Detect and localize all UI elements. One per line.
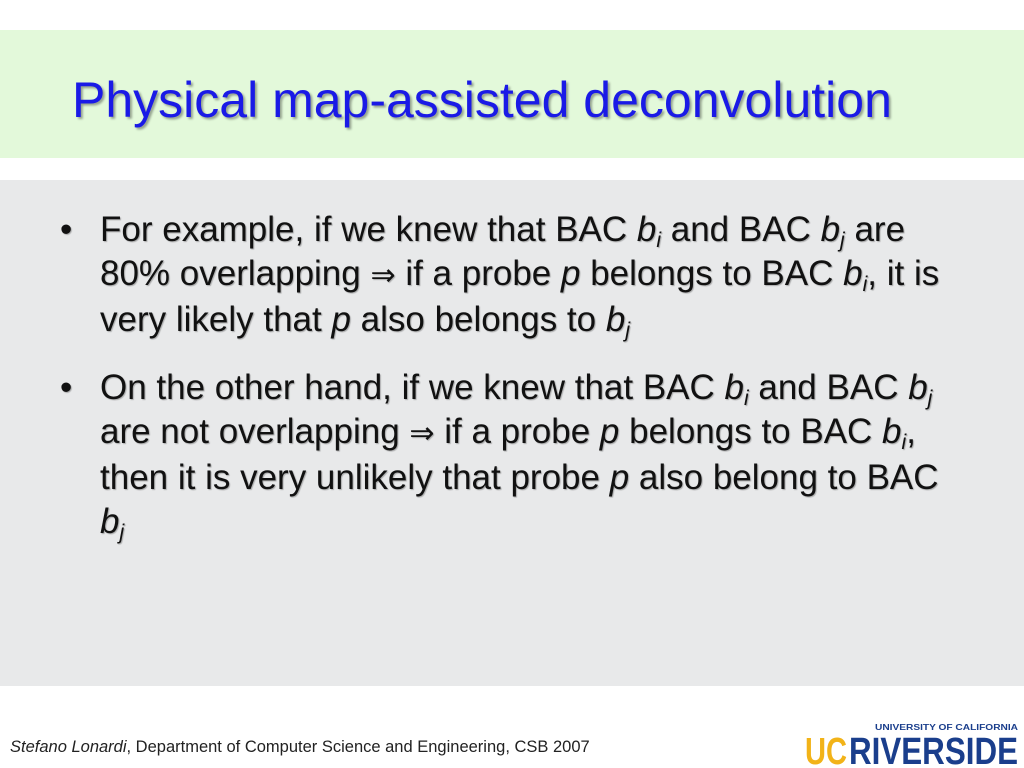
- bullet-1-text: belongs to BAC: [580, 254, 844, 293]
- logo-university-text: UNIVERSITY OF CALIFORNIA: [875, 723, 1019, 732]
- bullet-2-text: On the other hand, if we knew that BAC: [100, 368, 725, 407]
- bullet-1-text: and BAC: [661, 210, 821, 249]
- footer-author: Stefano Lonardi: [10, 738, 127, 756]
- bullet-2-text: belongs to BAC: [619, 412, 883, 451]
- subscript-j: j: [625, 319, 630, 342]
- variable-b: b: [820, 210, 841, 249]
- bullet-icon: •: [60, 210, 73, 249]
- bullet-2-text: are not overlapping: [100, 412, 410, 451]
- subscript-j: j: [840, 229, 845, 252]
- bullet-item-1: [60, 208, 960, 342]
- bullet-2-text: if a probe: [434, 412, 600, 451]
- bullet-1-text: also belongs to: [350, 300, 606, 339]
- subscript-i: i: [656, 229, 662, 252]
- variable-b: b: [724, 368, 744, 407]
- implies-arrow-icon: ⇒: [409, 416, 435, 451]
- footer-credit: [10, 737, 590, 757]
- footer-affiliation: , Department of Computer Science and Engineering, CSB 2007: [126, 738, 590, 756]
- bullet-icon: •: [60, 368, 73, 407]
- bullet-list: [60, 208, 960, 568]
- slide-title: Physical map-assisted deconvolution: [72, 72, 892, 128]
- bullet-1-text: if a probe: [395, 254, 561, 293]
- bullet-1-text: , it is very likely that: [100, 254, 940, 339]
- logo-riverside-text: RIVERSIDE: [849, 731, 1018, 768]
- subscript-i: i: [743, 387, 749, 410]
- bullet-1-text: For example, if we knew that BAC: [100, 210, 637, 249]
- logo-uc-text: UC: [805, 731, 847, 768]
- variable-p: p: [561, 254, 581, 293]
- variable-p: p: [599, 412, 620, 451]
- variable-b: b: [100, 502, 120, 541]
- subscript-i: i: [862, 273, 868, 296]
- variable-p: p: [609, 458, 630, 497]
- subscript-j: j: [927, 387, 933, 410]
- uc-riverside-logo: [805, 720, 1020, 768]
- bullet-2-text: also belong to BAC: [629, 458, 939, 497]
- subscript-i: i: [901, 431, 907, 454]
- variable-p: p: [331, 300, 351, 339]
- variable-b: b: [882, 412, 902, 451]
- variable-b: b: [605, 300, 626, 339]
- bullet-2-text: , then it is very unlikely that probe: [100, 412, 916, 497]
- bullet-2-text: and BAC: [748, 368, 909, 407]
- bullet-item-2: [60, 366, 960, 544]
- variable-b: b: [636, 210, 657, 249]
- variable-b: b: [908, 368, 928, 407]
- bullet-1-text: are 80% overlapping: [100, 210, 906, 293]
- subscript-j: j: [119, 521, 125, 544]
- variable-b: b: [843, 254, 863, 293]
- implies-arrow-icon: ⇒: [370, 258, 396, 293]
